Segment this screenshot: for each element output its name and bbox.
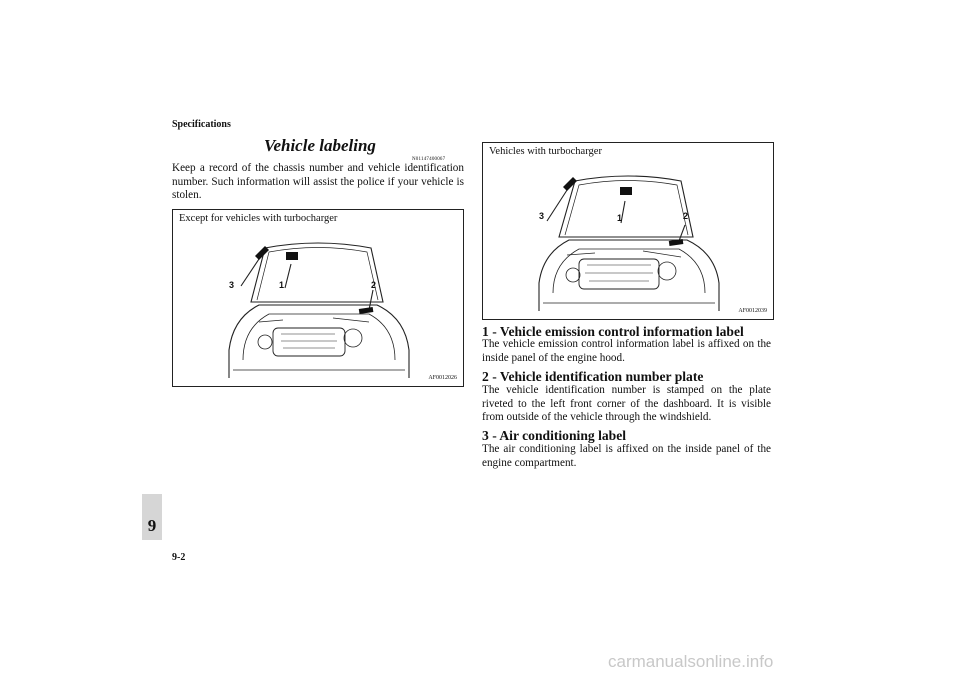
callout-2: 2 xyxy=(683,211,689,221)
figure-turbo xyxy=(482,142,774,320)
callout-3: 3 xyxy=(229,280,235,290)
figure-id: AF0012039 xyxy=(738,308,767,314)
item-2-title: 2 - Vehicle identification number plate xyxy=(482,369,704,384)
figure-caption: Except for vehicles with turbocharger xyxy=(179,213,338,224)
intro-paragraph: Keep a record of the chassis number and vehicle identification number. Such information will assist the police if your vehicle is stolen. xyxy=(172,162,464,202)
engine-bay-illustration xyxy=(173,210,463,386)
engine-bay-illustration xyxy=(483,143,773,319)
page-title: Vehicle labeling xyxy=(264,136,376,155)
callout-1: 1 xyxy=(279,280,285,290)
item-1-title: 1 - Vehicle emission control information label xyxy=(482,324,744,339)
figure-non-turbo xyxy=(172,209,464,387)
chapter-tab-number: 9 xyxy=(147,516,157,535)
callout-3: 3 xyxy=(539,211,545,221)
callout-2: 2 xyxy=(371,280,377,290)
item-3-body: The air conditioning label is affixed on the inside panel of the engine compartment. xyxy=(482,443,771,469)
item-1-body: The vehicle emission control information label is affixed on the inside panel of the engine hood. xyxy=(482,338,771,364)
item-3-title: 3 - Air conditioning label xyxy=(482,428,627,443)
callout-1: 1 xyxy=(617,213,623,223)
page-number: 9-2 xyxy=(172,552,186,563)
section-title: Specifications xyxy=(172,119,231,130)
figure-caption: Vehicles with turbocharger xyxy=(489,146,602,157)
watermark: carmanualsonline.info xyxy=(608,652,774,671)
document-code: N01147400067 xyxy=(412,157,446,162)
item-2-body: The vehicle identification number is stamped on the plate riveted to the left front corner of the dashboard. It is visible from outside of the vehicle through the windshield. xyxy=(482,384,771,424)
figure-id: AF0012026 xyxy=(428,375,457,381)
